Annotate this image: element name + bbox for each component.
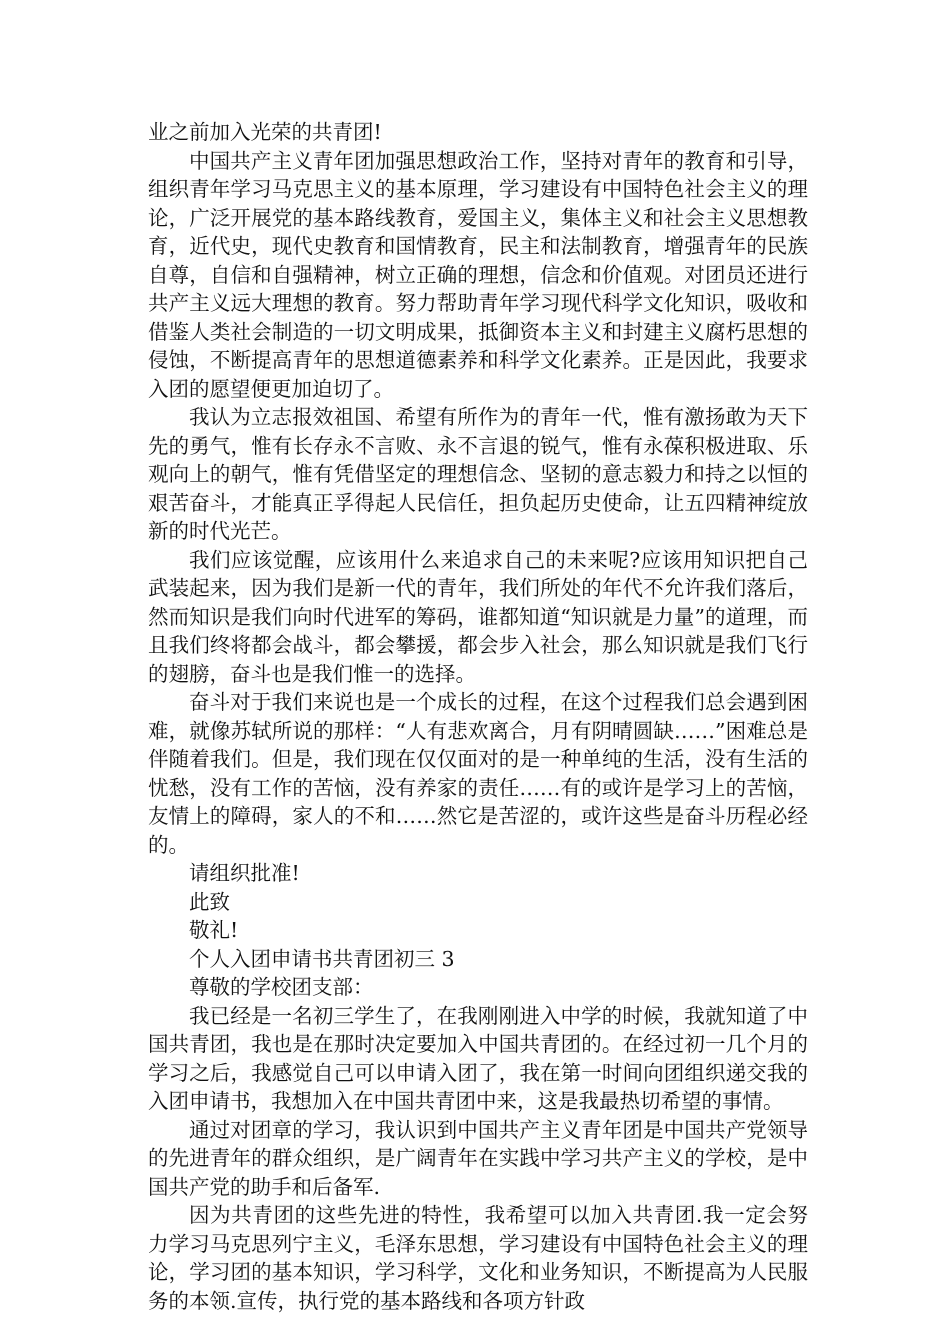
paragraph-4: 我们应该觉醒，应该用什么来追求自己的未来呢?应该用知识把自己武装起来，因为我们是新一代的青年，我们所处的年代不允许我们落后，然而知识是我们向时代进军的筹码，谁都知道“知识就是力量”的道理，而且我们终将都会战斗，都会攀援，都会步入社会，那么知识就是我们飞行的翅膀，奋斗也是我们惟一的选择。 (148, 547, 808, 686)
paragraph-5: 奋斗对于我们来说也是一个成长的过程，在这个过程我们总会遇到困难，就像苏轼所说的那样：“人有悲欢离合，月有阴晴圆缺……”困难总是伴随着我们。但是，我们现在仅仅面对的是一种单纯的生活，没有生活的忧愁，没有工作的苦恼，没有养家的责任……有的或许是学习上的苦恼，友情上的障碍，家人的不和……然它是苦涩的，或许这些是奋斗历程必经的。 (148, 690, 808, 857)
paragraph-9: 个人入团申请书共青团初三 3 (189, 946, 455, 971)
paragraph-7: 此致 (189, 889, 230, 914)
paragraph-1: 业之前加入光荣的共青团! (148, 120, 382, 144)
paragraph-3: 我认为立志报效祖国、希望有所作为的青年一代，惟有激扬敢为天下先的勇气，惟有长存永不言败、永不言退的锐气，惟有永葆积极进取、乐观向上的朝气，惟有凭借坚定的理想信念、坚韧的意志毅力和持之以恒的艰苦奋斗，才能真正孚得起人民信任，担负起历史使命，让五四精神绽放新的时代光芒。 (148, 405, 808, 543)
paragraph-11: 我已经是一名初三学生了，在我刚刚进入中学的时候，我就知道了中国共青团，我也是在那时决定要加入中国共青团的。在经过初一几个月的学习之后，我感觉自己可以申请入团了，我在第一时间向团组织递交我的入团申请书，我想加入在中国共青团中来，这是我最热切希望的事情。 (148, 1003, 808, 1113)
paragraph-12: 通过对团章的学习，我认识到中国共产主义青年团是中国共产党领导的先进青年的群众组织，是广阔青年在实践中学习共产主义的学校，是中国共产党的助手和后备军. (148, 1117, 808, 1199)
paragraph-2: 中国共产主义青年团加强思想政治工作，坚持对青年的教育和引导，组织青年学习马克思主义的基本原理，学习建设有中国特色社会主义的理论，广泛开展党的基本路线教育，爱国主义，集体主义和社会主义思想教育，近代史，现代史教育和国情教育，民主和法制教育，增强青年的民族自尊，自信和自强精神，树立正确的理想，信念和价值观。对团员还进行共产主义远大理想的教育。努力帮助青年学习现代科学文化知识，吸收和借鉴人类社会制造的一切文明成果，抵御资本主义和封建主义腐朽思想的侵蚀，不断提高青年的思想道德素养和科学文化素养。正是因此，我要求入团的愿望便更加迫切了。 (148, 148, 808, 401)
paragraph-8: 敬礼! (189, 918, 239, 942)
paragraph-10: 尊敬的学校团支部： (189, 975, 374, 999)
paragraph-6: 请组织批准! (189, 861, 300, 885)
paragraph-13: 因为共青团的这些先进的特性，我希望可以加入共青团.我一定会努力学习马克思列宁主义，毛泽东思想，学习建设有中国特色社会主义的理论，学习团的基本知识，学习科学，文化和业务知识，不断提高为人民服务的本领.宣传，执行党的基本路线和各项方针政 (148, 1203, 808, 1313)
document-page (148, 118, 808, 1315)
